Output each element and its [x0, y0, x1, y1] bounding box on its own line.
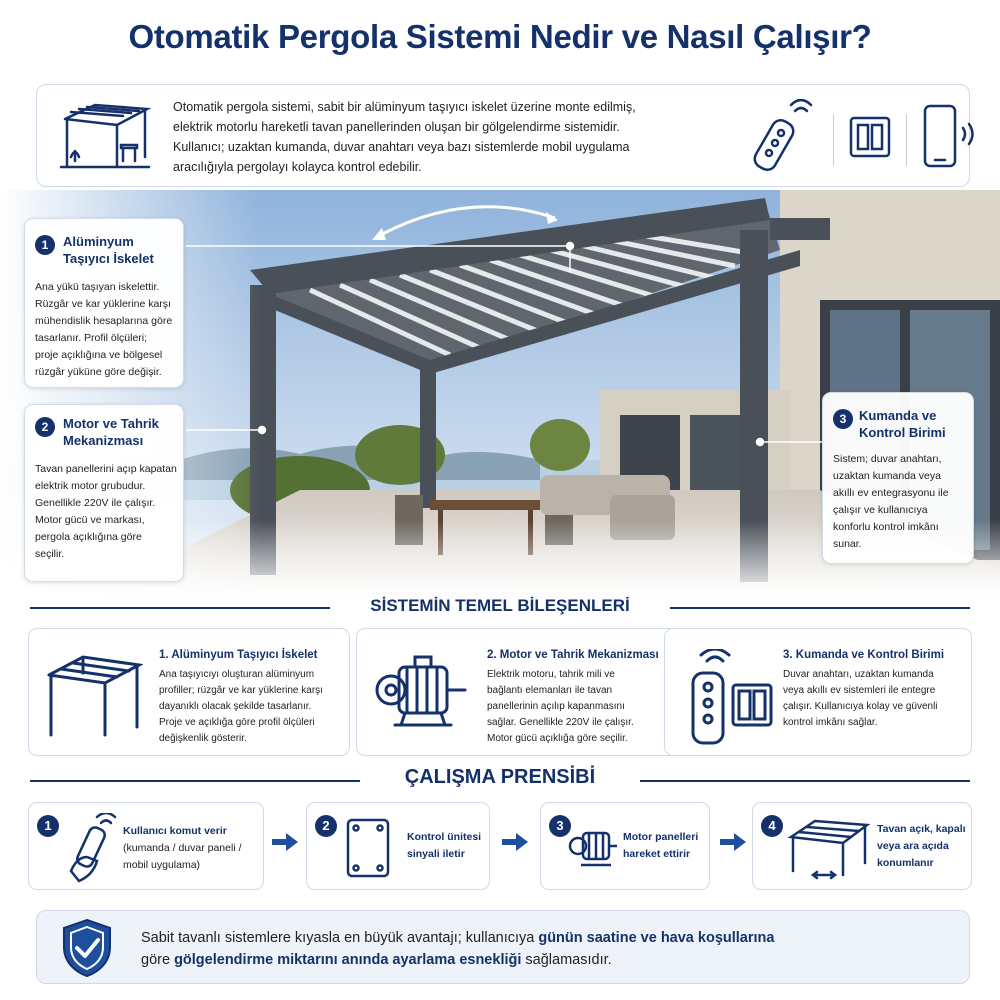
- shield-check-icon: [59, 917, 115, 984]
- step-motor-moves: [540, 802, 710, 890]
- callout-line: seçilir.: [35, 548, 65, 560]
- callout-title: Alüminyum: [63, 234, 134, 249]
- smartphone-icon: [921, 102, 981, 177]
- step-text: Tavan açık, kapalı: [877, 823, 966, 835]
- callout-line: konforlu kontrol imkânı: [833, 521, 939, 533]
- step-text: veya ara açıda: [877, 840, 949, 852]
- callout-line: proje açıklığına ve bölgesel: [35, 349, 163, 361]
- step-text: Motor panelleri: [623, 831, 699, 843]
- callout-line: rüzgâr yüküne göre değişir.: [35, 366, 162, 378]
- remote-switch-icon: [679, 649, 779, 754]
- component-line: bağlantı elemanları ile tavan: [487, 685, 613, 696]
- component-line: kontrol imkânı sağlar.: [783, 717, 878, 728]
- step-number: 4: [761, 815, 783, 837]
- intro-text: [173, 97, 733, 177]
- callout-title: Mekanizması: [63, 433, 144, 448]
- step-text: konumlanır: [877, 857, 934, 869]
- motor-icon: [567, 825, 619, 874]
- wall-switch-icon: [848, 115, 892, 164]
- callout-aluminum-frame: [24, 218, 184, 388]
- callout-line: Motor gücü ve markası,: [35, 514, 145, 526]
- louvered-roof-icon: [787, 815, 871, 886]
- step-subtext: (kumanda / duvar paneli /: [123, 842, 242, 854]
- callout-line: pergola açıklığına göre: [35, 531, 142, 543]
- pergola-frame-icon: [43, 649, 143, 744]
- callout-line: uzaktan kumanda veya: [833, 470, 941, 482]
- pergola-icon: [57, 99, 153, 176]
- component-line: Motor gücü açıklığa göre seçilir.: [487, 733, 628, 744]
- advantage-box: [36, 910, 970, 984]
- principle-title: ÇALIŞMA PRENSİBİ: [404, 766, 596, 788]
- callout-title: Kontrol Birimi: [859, 425, 946, 440]
- callout-line: Genellikle 220V ile çalışır.: [35, 497, 156, 509]
- component-line: panellerinin açılıp kapanmasını: [487, 701, 625, 712]
- step-text: Kontrol ünitesi: [407, 831, 482, 843]
- callout-motor: [24, 404, 184, 582]
- step-text: hareket ettirir: [623, 848, 691, 860]
- callout-line: elektrik motor grubudur.: [35, 480, 146, 492]
- arrow-right-icon: [272, 832, 298, 852]
- step-number: 3: [549, 815, 571, 837]
- component-card-control: [664, 628, 972, 756]
- callout-line: sunar.: [833, 538, 862, 550]
- component-line: çalışır. Kullanıcıya kolay ve güvenli: [783, 701, 938, 712]
- advantage-text: [141, 927, 941, 971]
- components-title: SİSTEMİN TEMEL BİLEŞENLERİ: [370, 596, 630, 615]
- callout-line: akıllı ev entegrasyonu ile: [833, 487, 949, 499]
- control-icons: [753, 99, 981, 180]
- intro-line: aracılığıyla pergolayı kolayca kontrol edebilir.: [173, 160, 422, 174]
- hand-remote-icon: [61, 813, 121, 890]
- arrow-right-icon: [502, 832, 528, 852]
- component-title: 1. Alüminyum Taşıyıcı İskelet: [159, 649, 318, 661]
- step-subtext: mobil uygulama): [123, 859, 201, 871]
- component-line: değişkenlik gösterir.: [159, 733, 247, 744]
- step-number: 1: [37, 815, 59, 837]
- step-text: sinyali iletir: [407, 848, 465, 860]
- callout-line: tasarlanır. Profil ölçüleri;: [35, 332, 148, 344]
- page-title: Otomatik Pergola Sistemi Nedir ve Nasıl Çalışır?: [128, 18, 872, 55]
- intro-box: [36, 84, 970, 187]
- component-title: 3. Kumanda ve Kontrol Birimi: [783, 649, 945, 661]
- step-user-command: [28, 802, 264, 890]
- component-card-motor: [356, 628, 678, 756]
- pergola-hero-illustration: [0, 190, 1000, 600]
- component-line: sağlar. Genellikle 220V ile çalışır.: [487, 717, 634, 728]
- step-control-unit: [306, 802, 490, 890]
- component-line: Elektrik motoru, tahrik mili ve: [487, 669, 615, 680]
- electric-motor-icon: [371, 649, 471, 744]
- callout-line: Rüzgâr ve kar yüklerine karşı: [35, 298, 171, 310]
- callout-line: Tavan panellerini açıp kapatan: [35, 463, 177, 475]
- callout-control-unit: [822, 392, 974, 564]
- component-line: Ana taşıyıcıyı oluşturan alüminyum: [159, 669, 315, 680]
- callout-number: 1: [35, 235, 55, 255]
- component-title: 2. Motor ve Tahrik Mekanizması: [487, 649, 659, 661]
- callout-line: çalışır ve kullanıcıya: [833, 504, 928, 516]
- component-card-frame: [28, 628, 350, 756]
- callout-line: mühendislik hesaplarına göre: [35, 315, 173, 327]
- component-line: dayanıklı olacak şekilde tasarlanır.: [159, 701, 312, 712]
- component-line: profiller; rüzgâr ve kar yüklerine karşı: [159, 685, 323, 696]
- intro-line: elektrik motorlu hareketli tavan panellerinden oluşan bir gölgelendirme sistemidir.: [173, 120, 620, 134]
- advantage-part: göre: [141, 952, 175, 968]
- component-line: Proje ve açıklığa göre profil ölçüleri: [159, 717, 315, 728]
- advantage-highlight: günün saatine ve hava koşullarına: [538, 930, 775, 946]
- component-line: veya akıllı ev sistemleri ile entegre: [783, 685, 936, 696]
- remote-control-icon: [753, 99, 819, 180]
- intro-line: Kullanıcı; uzaktan kumanda, duvar anahtarı veya bazı sistemlerde mobil uygulama: [173, 140, 630, 154]
- advantage-part: sağlamasıdır.: [521, 952, 612, 968]
- step-text: Kullanıcı komut verir: [123, 825, 227, 837]
- step-roof-position: [752, 802, 972, 890]
- callout-title: Kumanda ve: [859, 408, 937, 423]
- intro-line: Otomatik pergola sistemi, sabit bir alüminyum taşıyıcı iskelet üzerine monte edilmiş,: [173, 100, 636, 114]
- callout-title: Motor ve Tahrik: [63, 416, 159, 431]
- callout-number: 3: [833, 409, 853, 429]
- callout-title: Taşıyıcı İskelet: [63, 251, 154, 266]
- step-number: 2: [315, 815, 337, 837]
- callout-line: Sistem; duvar anahtarı,: [833, 453, 942, 465]
- control-unit-icon: [345, 817, 391, 884]
- advantage-part: Sabit tavanlı sistemlere kıyasla en büyük avantajı; kullanıcıya: [141, 930, 539, 946]
- callout-line: Ana yükü taşıyan iskelettir.: [35, 281, 160, 293]
- advantage-highlight: gölgelendirme miktarını anında ayarlama esnekliği: [174, 952, 522, 968]
- arrow-right-icon: [720, 832, 746, 852]
- callout-number: 2: [35, 417, 55, 437]
- component-line: Duvar anahtarı, uzaktan kumanda: [783, 669, 934, 680]
